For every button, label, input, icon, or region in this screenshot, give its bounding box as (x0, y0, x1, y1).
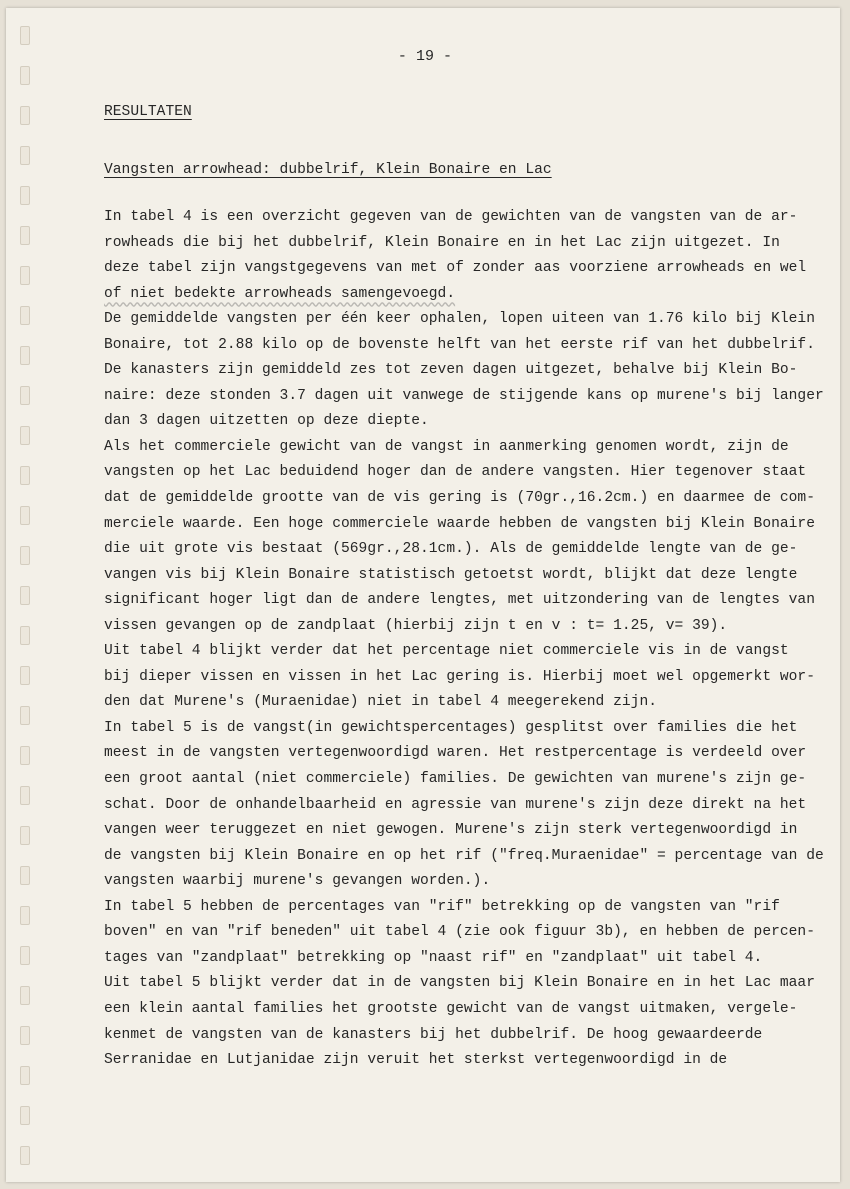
text-line: dat de gemiddelde grootte van de vis gering is (70gr.,16.2cm.) en daarmee de com- (104, 490, 815, 507)
binding-hole (20, 66, 30, 85)
binding-hole (20, 186, 30, 205)
binding-hole (20, 1106, 30, 1125)
text-line: rowheads die bij het dubbelrif, Klein Bonaire en in het Lac zijn uitgezet. In (104, 234, 780, 251)
text-line: vangsten waarbij murene's gevangen worden.). (104, 873, 491, 890)
text-line: een groot aantal (niet commerciele) families. De gewichten van murene's zijn ge- (104, 771, 807, 788)
text-line: Uit tabel 4 blijkt verder dat het percentage niet commerciele vis in de vangst (104, 643, 789, 660)
text-line: een klein aantal families het grootste gewicht van de vangst uitmaken, vergele- (104, 1000, 798, 1017)
binding-hole (20, 226, 30, 245)
binding-hole (20, 266, 30, 285)
text-line: Serranidae en Lutjanidae zijn veruit het sterkst vertegenwoordigd in de (104, 1052, 728, 1069)
binding-hole (20, 586, 30, 605)
text-line: de vangsten bij Klein Bonaire en op het rif ("freq.Muraenidae" = percentage van de (104, 847, 824, 864)
body-text (104, 205, 824, 1074)
binding-hole (20, 666, 30, 685)
text-line: In tabel 5 hebben de percentages van "rif" betrekking op de vangsten van "rif (104, 898, 780, 915)
binding-hole (20, 106, 30, 125)
binding-hole (20, 346, 30, 365)
page-number: - 19 - (397, 48, 453, 65)
binding-hole (20, 906, 30, 925)
binding-hole (20, 426, 30, 445)
text-line: deze tabel zijn vangstgegevens van met of zonder aas voorziene arrowheads en wel (104, 260, 807, 277)
binding-hole (20, 986, 30, 1005)
binding-hole (20, 1146, 30, 1165)
text-line: merciele waarde. Een hoge commerciele waarde hebben de vangsten bij Klein Bonaire (104, 515, 815, 532)
text-line: boven" en van "rif beneden" uit tabel 4 (zie ook figuur 3b), en hebben de percen- (104, 924, 815, 941)
text-line: vangen weer teruggezet en niet gewogen. Murene's zijn sterk vertegenwoordigd in (104, 822, 798, 839)
binding-hole (20, 946, 30, 965)
text-line: De gemiddelde vangsten per één keer ophalen, lopen uiteen van 1.76 kilo bij Klein (104, 311, 815, 328)
text-line: bij dieper vissen en vissen in het Lac gering is. Hierbij moet wel opgemerkt wor- (104, 668, 815, 685)
subsection-title: Vangsten arrowhead: dubbelrif, Klein Bonaire en Lac (104, 162, 552, 178)
binding-hole (20, 786, 30, 805)
text-line: In tabel 4 is een overzicht gegeven van de gewichten van de vangsten van de ar- (104, 209, 798, 225)
binding-hole (20, 306, 30, 325)
binding-holes (20, 26, 30, 1176)
text-line: De kanasters zijn gemiddeld zes tot zeven dagen uitgezet, behalve bij Klein Bo- (104, 362, 798, 379)
text-line: tages van "zandplaat" betrekking op "naast rif" en "zandplaat" uit tabel 4. (104, 949, 763, 966)
binding-hole (20, 146, 30, 165)
section-title: RESULTATEN (104, 104, 192, 120)
binding-hole (20, 746, 30, 765)
binding-hole (20, 506, 30, 525)
text-line: die uit grote vis bestaat (569gr.,28.1cm.). Als de gemiddelde lengte van de ge- (104, 541, 798, 558)
text-line: vissen gevangen op de zandplaat (hierbij zijn t en v : t= 1.25, v= 39). (104, 617, 728, 634)
text-line: schat. Door de onhandelbaarheid en agressie van murene's zijn deze direkt na het (104, 796, 807, 813)
binding-hole (20, 826, 30, 845)
text-line: In tabel 5 is de vangst(in gewichtspercentages) gesplitst over families die het (104, 719, 798, 736)
text-line: significant hoger ligt dan de andere lengtes, met uitzondering van de lengtes van (104, 592, 815, 609)
binding-hole (20, 466, 30, 485)
text-line: of niet bedekte arrowheads samengevoegd. (104, 285, 456, 302)
text-line: vangsten op het Lac beduidend hoger dan de andere vangsten. Hier tegenover staat (104, 464, 807, 481)
binding-hole (20, 386, 30, 405)
text-line: meest in de vangsten vertegenwoordigd waren. Het restpercentage is verdeeld over (104, 745, 807, 762)
binding-hole (20, 1066, 30, 1085)
text-line: Uit tabel 5 blijkt verder dat in de vangsten bij Klein Bonaire en in het Lac maar (104, 975, 815, 992)
binding-hole (20, 1026, 30, 1045)
binding-hole (20, 706, 30, 725)
binding-hole (20, 866, 30, 885)
text-line: dan 3 dagen uitzetten op deze diepte. (104, 413, 429, 430)
binding-hole (20, 546, 30, 565)
text-line: naire: deze stonden 3.7 dagen uit vanwege de stijgende kans op murene's bij langer (104, 387, 824, 404)
binding-hole (20, 626, 30, 645)
text-line: den dat Murene's (Muraenidae) niet in tabel 4 meegerekend zijn. (104, 694, 657, 711)
text-line: kenmet de vangsten van de kanasters bij het dubbelrif. De hoog gewaardeerde (104, 1026, 763, 1043)
binding-hole (20, 26, 30, 45)
text-line: Als het commerciele gewicht van de vangst in aanmerking genomen wordt, zijn de (104, 438, 789, 455)
text-line: vangen vis bij Klein Bonaire statistisch getoetst wordt, blijkt dat deze lengte (104, 566, 798, 583)
text-line: Bonaire, tot 2.88 kilo op de bovenste helft van het eerste rif van het dubbelrif. (104, 336, 815, 353)
